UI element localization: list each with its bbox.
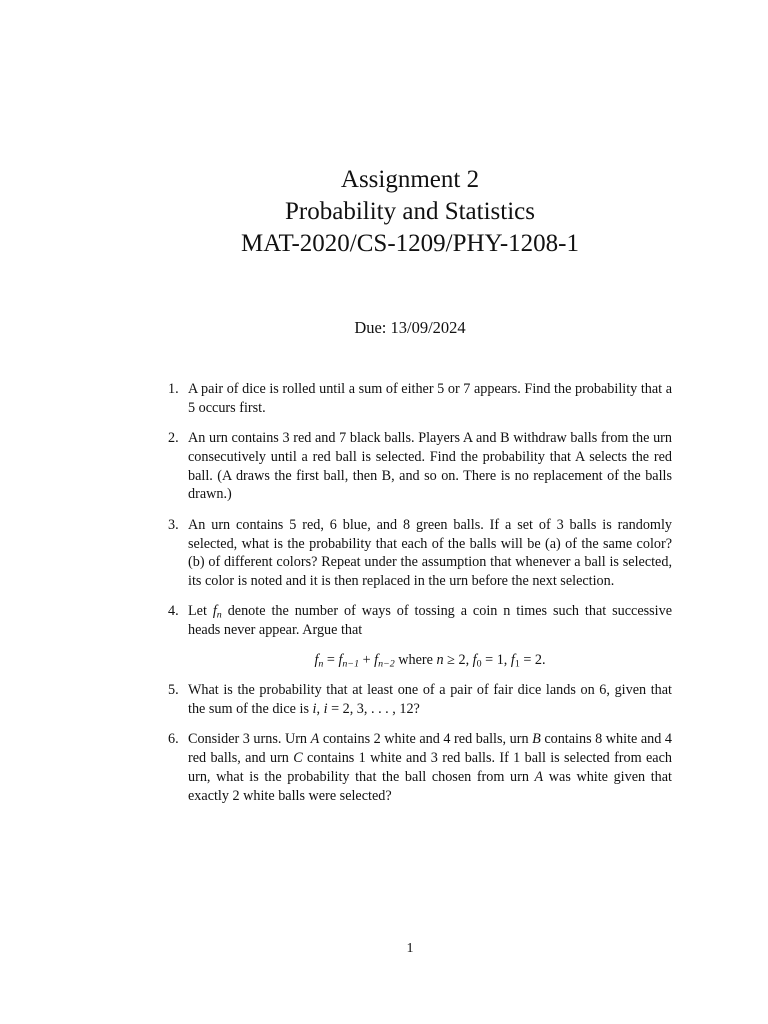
problem-number: 5. — [168, 682, 179, 699]
course-codes: MAT-2020/CS-1209/PHY-1208-1 — [240, 230, 579, 257]
problem-text: Let $f_n$ denote the number of ways of tossing a coin n times such that successive heads never appear. Argue that — [188, 603, 672, 639]
problem-6 — [160, 730, 672, 805]
due-date: Due: 13/09/2024 — [354, 318, 466, 337]
problem-number: 6. — [168, 731, 179, 748]
problem-number: 3. — [168, 516, 179, 533]
title-block — [0, 164, 768, 260]
page-number: 1 — [406, 941, 414, 956]
assignment-title: Assignment 2 — [340, 166, 480, 193]
recurrence-equation: $f_n = f_{n-1} + f_{n-2}$ where n ≥ 2, $f_0 = 1$, $f_1 = 2$. — [314, 652, 546, 670]
problem-number: 1. — [168, 381, 179, 397]
problem-4 — [160, 602, 672, 669]
problem-text: An urn contains 5 red, 6 blue, and 8 green balls. If a set of 3 balls is randomly selected, what is the probability that each of the balls will be (a) of the same color? (b) of different colors? Repeat under the assumption that whenever a ball is selected, its color is noted and it is then replaced in the urn before the next selection. — [188, 516, 672, 590]
course-name: Probability and Statistics — [285, 198, 535, 225]
problem-number: 4. — [168, 603, 179, 620]
problem-text: What is the probability that at least one of a pair of fair dice lands on 6, given that the sum of the dice is i, i = 2, 3, . . . , 12? — [188, 682, 672, 718]
problem-text: An urn contains 3 red and 7 black balls. Players A and B withdraw balls from the urn consecutively until a red ball is selected. Find the probability that A selects the red ball. (A draws the first ball, then B, and so on. There is no replacement of the balls drawn.) — [188, 430, 672, 503]
problem-text: A pair of dice is rolled until a sum of either 5 or 7 appears. Find the probability that a 5 occurs first. — [188, 381, 672, 416]
problem-1 — [160, 380, 672, 418]
problem-3 — [160, 516, 672, 591]
problem-number: 2. — [168, 430, 179, 447]
problem-2 — [160, 429, 672, 504]
problem-5 — [160, 681, 672, 719]
problem-list — [160, 380, 672, 817]
problem-text: Consider 3 urns. Urn A contains 2 white and 4 red balls, urn B contains 8 white and 4 red balls, and urn C contains 1 white and 3 red balls. If 1 ball is selected from each urn, what is the probability that the ball chosen from urn A was white given that exactly 2 white balls were selected? — [188, 731, 673, 804]
